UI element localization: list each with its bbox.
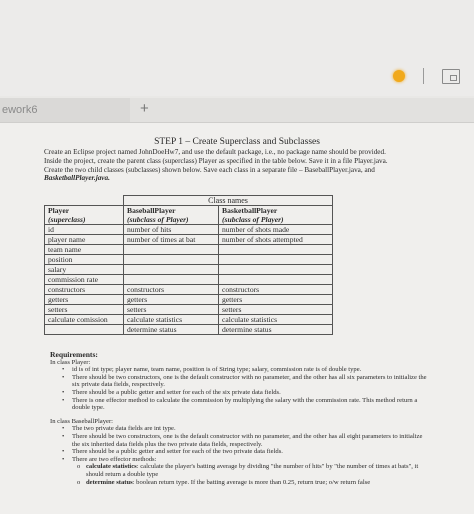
intro-line: Create an Eclipse project named JohnDoeHw7, and use the default package, i.e., no package name should be provided. <box>44 148 386 156</box>
table-cell <box>219 275 333 285</box>
document-page <box>0 123 474 514</box>
requirements-section <box>50 351 430 486</box>
table-row <box>45 315 333 325</box>
table-body <box>45 225 333 335</box>
table-cell <box>219 265 333 275</box>
table-row <box>45 225 333 235</box>
table-cell: setters <box>219 305 333 315</box>
tab-homework6[interactable]: ework6 <box>0 98 130 122</box>
intro-line: BasketballPlayer.java. <box>44 174 110 183</box>
table-row <box>45 295 333 305</box>
table-cell: constructors <box>219 285 333 295</box>
table-cell: determine status <box>124 325 219 335</box>
intro-paragraph <box>44 148 434 183</box>
table-cell: number of hits <box>124 225 219 235</box>
table-row <box>45 265 333 275</box>
tab-bar <box>0 98 474 123</box>
list-item: • There is one effector method to calculate the commission by multiplying the salary with the commission rate. This method return a double type. <box>72 397 430 412</box>
player-requirements-list <box>50 366 430 412</box>
table-cell: calculate comission <box>45 315 124 325</box>
lightbulb-icon[interactable] <box>393 70 405 82</box>
table-cell <box>124 265 219 275</box>
table-cell: player name <box>45 235 124 245</box>
table-cell: team name <box>45 245 124 255</box>
table-caption: Class names <box>124 196 333 206</box>
table-row <box>45 255 333 265</box>
table-cell: salary <box>45 265 124 275</box>
table-row <box>45 245 333 255</box>
list-item: • There should be two constructors, one is the default constructor with no parameter, and the other has all six parameters to initialize the six private data fields, respectively. <box>72 374 430 389</box>
toolbar-divider <box>423 68 424 84</box>
player-heading: In class Player: <box>50 358 91 366</box>
list-item: • There should be a public getter and setter for each of the two private data fields. <box>72 448 430 456</box>
effector-item <box>86 463 430 478</box>
list-item: • There should be two constructors, one is the default constructor with no parameter, and the other has all eight parameters to initialize the six inherited data fields plus the two private data fields, respectively. <box>72 433 430 448</box>
table-row <box>45 235 333 245</box>
table-caption-row <box>45 196 333 206</box>
table-cell <box>219 255 333 265</box>
table-cell <box>124 255 219 265</box>
table-cell: setters <box>124 305 219 315</box>
list-item: • id is of int type; player name, team name, position is of String type; salary, commission rate is of double type. <box>72 366 430 374</box>
table-cell <box>45 325 124 335</box>
table-cell: constructors <box>45 285 124 295</box>
intro-line: Create the two child classes (subclasses) shown below. Save each class in a separate file – BaseballPlayer.java, and <box>44 165 375 174</box>
table-cell: position <box>45 255 124 265</box>
toolbar-icons <box>393 68 460 84</box>
header-cell-basketball <box>219 206 333 225</box>
header-name: BasketballPlayer <box>222 206 278 215</box>
table-cell: number of times at bat <box>124 235 219 245</box>
table-cell: getters <box>45 295 124 305</box>
header-cell-player <box>45 206 124 225</box>
table-row <box>45 285 333 295</box>
new-tab-button[interactable]: + <box>140 100 149 117</box>
header-cell-baseball <box>124 206 219 225</box>
table-cell: determine status <box>219 325 333 335</box>
effector-text: : boolean return type. If the batting average is more than 0.25, return true; o/w return false <box>132 478 371 486</box>
table-row <box>45 275 333 285</box>
effector-text: : calculate the player's batting average by dividing "the number of hits" by "the number of times at bats", it should return a double type <box>86 463 419 478</box>
table-header-row <box>45 206 333 225</box>
table-cell: getters <box>124 295 219 305</box>
effector-item <box>86 479 430 487</box>
effector-label: calculate statistics <box>86 463 137 471</box>
step-title: STEP 1 – Create Superclass and Subclasses <box>154 137 320 147</box>
list-item: • The two private data fields are int type. <box>72 425 430 433</box>
header-sub: (superclass) <box>48 215 86 224</box>
table-cell: calculate statistics <box>219 315 333 325</box>
table-cell <box>219 245 333 255</box>
table-cell <box>124 245 219 255</box>
header-sub: (subclass of Player) <box>222 215 284 224</box>
table-cell <box>124 275 219 285</box>
table-cell: calculate statistics <box>124 315 219 325</box>
table-cell: setters <box>45 305 124 315</box>
list-item: • There are two effector methods: <box>72 456 430 464</box>
intro-line: Inside the project, create the parent class (superclass) Player as specified in the table below. Save it in a file Player.java. <box>44 156 388 165</box>
baseball-requirements-list <box>50 425 430 463</box>
table-row <box>45 305 333 315</box>
baseball-heading: In class BaseballPlayer: <box>50 417 113 425</box>
requirements-title: Requirements: <box>50 350 98 359</box>
table-cell: number of shots made <box>219 225 333 235</box>
effector-label: determine status <box>86 478 133 486</box>
table-cell: getters <box>219 295 333 305</box>
list-item: • There should be a public getter and setter for each of the six private data fields. <box>72 389 430 397</box>
table-cell: id <box>45 225 124 235</box>
header-name: Player <box>48 206 70 215</box>
table-cell: constructors <box>124 285 219 295</box>
header-sub: (subclass of Player) <box>127 215 189 224</box>
window-icon[interactable] <box>442 69 460 84</box>
baseball-effector-list <box>50 463 430 486</box>
header-name: BaseballPlayer <box>127 206 176 215</box>
table-cell: commission rate <box>45 275 124 285</box>
browser-toolbar <box>0 0 474 96</box>
class-table <box>44 195 333 335</box>
table-cell: number of shots attempted <box>219 235 333 245</box>
table-row <box>45 325 333 335</box>
